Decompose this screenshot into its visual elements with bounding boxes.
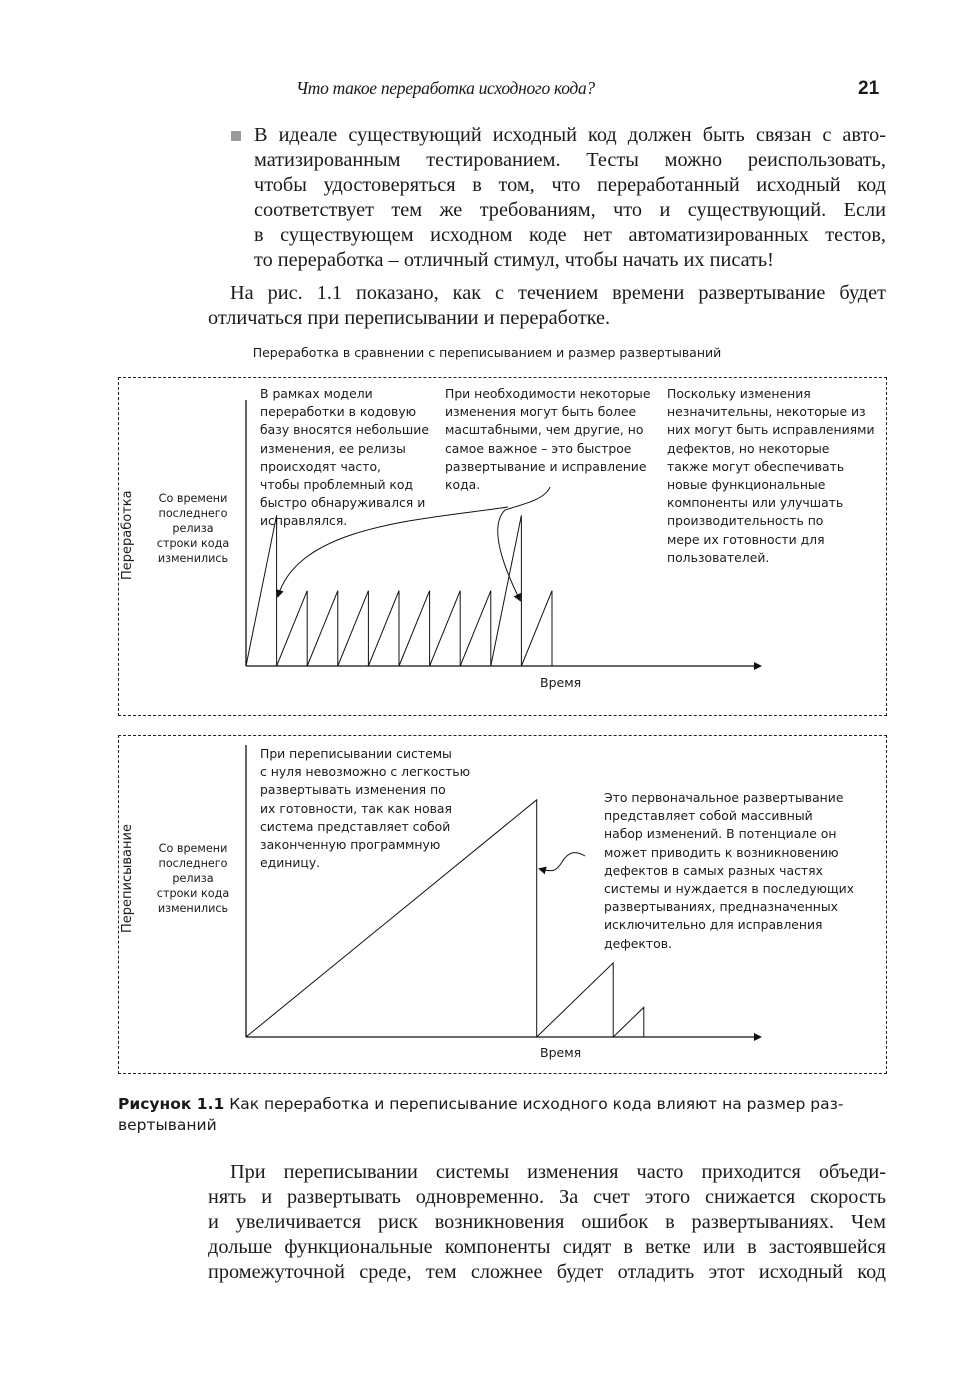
release-sawtooth [246,515,277,666]
closing-paragraph [208,1160,886,1285]
text-line: нять и развертывать одновременно. За счет этого снижается скорость [208,1186,886,1208]
text-line: то переработка – отличный стимул, чтобы начать их писать! [254,249,774,271]
page-number: 21 [858,78,880,99]
caption-label: Рисунок 1.1 [118,1095,225,1113]
y-label-line: строки кода [156,887,230,900]
running-title: Что такое переработка исходного кода? [296,78,595,98]
annotation-arrow [498,487,550,600]
rewrite-note-massive-deploy: Это первоначальное развертывание представляет собой массивный набор изменений. В потенциале он может приводить к возникновению дефектов в самых разных частях системы и нуждается в последующих развертываниях, предназначенных исключительно для исправления дефектов. [604,790,855,951]
rewrite-note-no-incremental: При переписывании системы с нуля невозможно с легкостью развертывать изменения по их готовности, так как новая система представляет собой законченную программную единицу. [260,746,471,871]
rewrite-panel-label: Переписывание [120,824,135,933]
refactor-note-larger-changes: При необходимости некоторые изменения могут быть более масштабными, чем другие, но самое важное – это быстрое развертывание и исправление кода. [445,386,651,493]
text-line: На рис. 1.1 показано, как с течением времени развертывание будет [230,282,886,304]
refactor-note-small-changes: В рамках модели переработки в кодовую базу вносятся небольшие изменения, ее релизы происходят часто, чтобы проблемный код быстро обнаруживался и исправлялся. [260,386,429,529]
y-label-line: Со времени [158,492,228,505]
rewrite-x-axis-label: Время [540,1045,582,1060]
text-line: чтобы удостоверяться в том, что переработанный исходный код [254,174,886,196]
figure-title: Переработка в сравнении с переписыванием и размер развертываний [252,345,722,360]
release-sawtooth [399,591,430,666]
y-label-line: последнего [158,857,228,870]
y-label-line: изменились [157,552,229,565]
text-line: и увеличивается риск возникновения ошибок в развертываниях. Чем [208,1211,886,1233]
release-sawtooth [460,591,491,666]
y-label-line: изменились [157,902,229,915]
release-sawtooth [246,800,537,1037]
y-label-line: последнего [158,507,228,520]
release-sawtooth [430,591,461,666]
release-sawtooth [368,591,399,666]
y-label-line: строки кода [156,537,230,550]
text-line: соответствует тем же требованиям, что и существующий. Если [254,199,886,221]
text-line: в существующем исходном коде нет автоматизированных тестов, [254,224,886,246]
caption-text: Как переработка и переписывание исходного кода влияют на размер раз- [229,1095,844,1113]
refactor-panel-label: Переработка [120,490,135,580]
release-sawtooth [307,591,338,666]
text-line: матизированным тестированием. Тесты можно реиспользовать, [254,149,886,171]
release-sawtooth [491,515,522,666]
caption-text: вертываний [118,1116,217,1134]
annotation-arrow [540,853,585,871]
text-line: дольше функциональные компоненты сидят в ветке или в застоявшейся [208,1236,886,1258]
refactor-x-axis-label: Время [540,675,582,690]
y-label-line: релиза [172,872,214,885]
y-label-line: релиза [172,522,214,535]
release-sawtooth [537,963,614,1037]
text-line: При переписывании системы изменения часто приходится объеди- [230,1161,886,1183]
refactor-note-fixes-features: Поскольку изменения незначительны, некоторые из них могут быть исправлениями дефектов, но некоторые также могут обеспечивать новые функциональные компоненты или улучшать производительность по мере их готовности для пользователей. [667,386,875,565]
annotation-arrow [278,507,508,596]
text-line: промежуточной среде, тем сложнее будет отладить этот исходный код [208,1261,886,1283]
release-sawtooth [277,591,308,666]
figure-caption [118,1094,886,1136]
release-sawtooth [338,591,369,666]
text-line: В идеале существующий исходный код должен быть связан с авто- [254,124,886,146]
release-sawtooth [613,1007,644,1037]
release-sawtooth [521,591,552,666]
text-line: отличаться при переписывании и переработке. [208,307,611,329]
y-label-line: Со времени [158,842,228,855]
